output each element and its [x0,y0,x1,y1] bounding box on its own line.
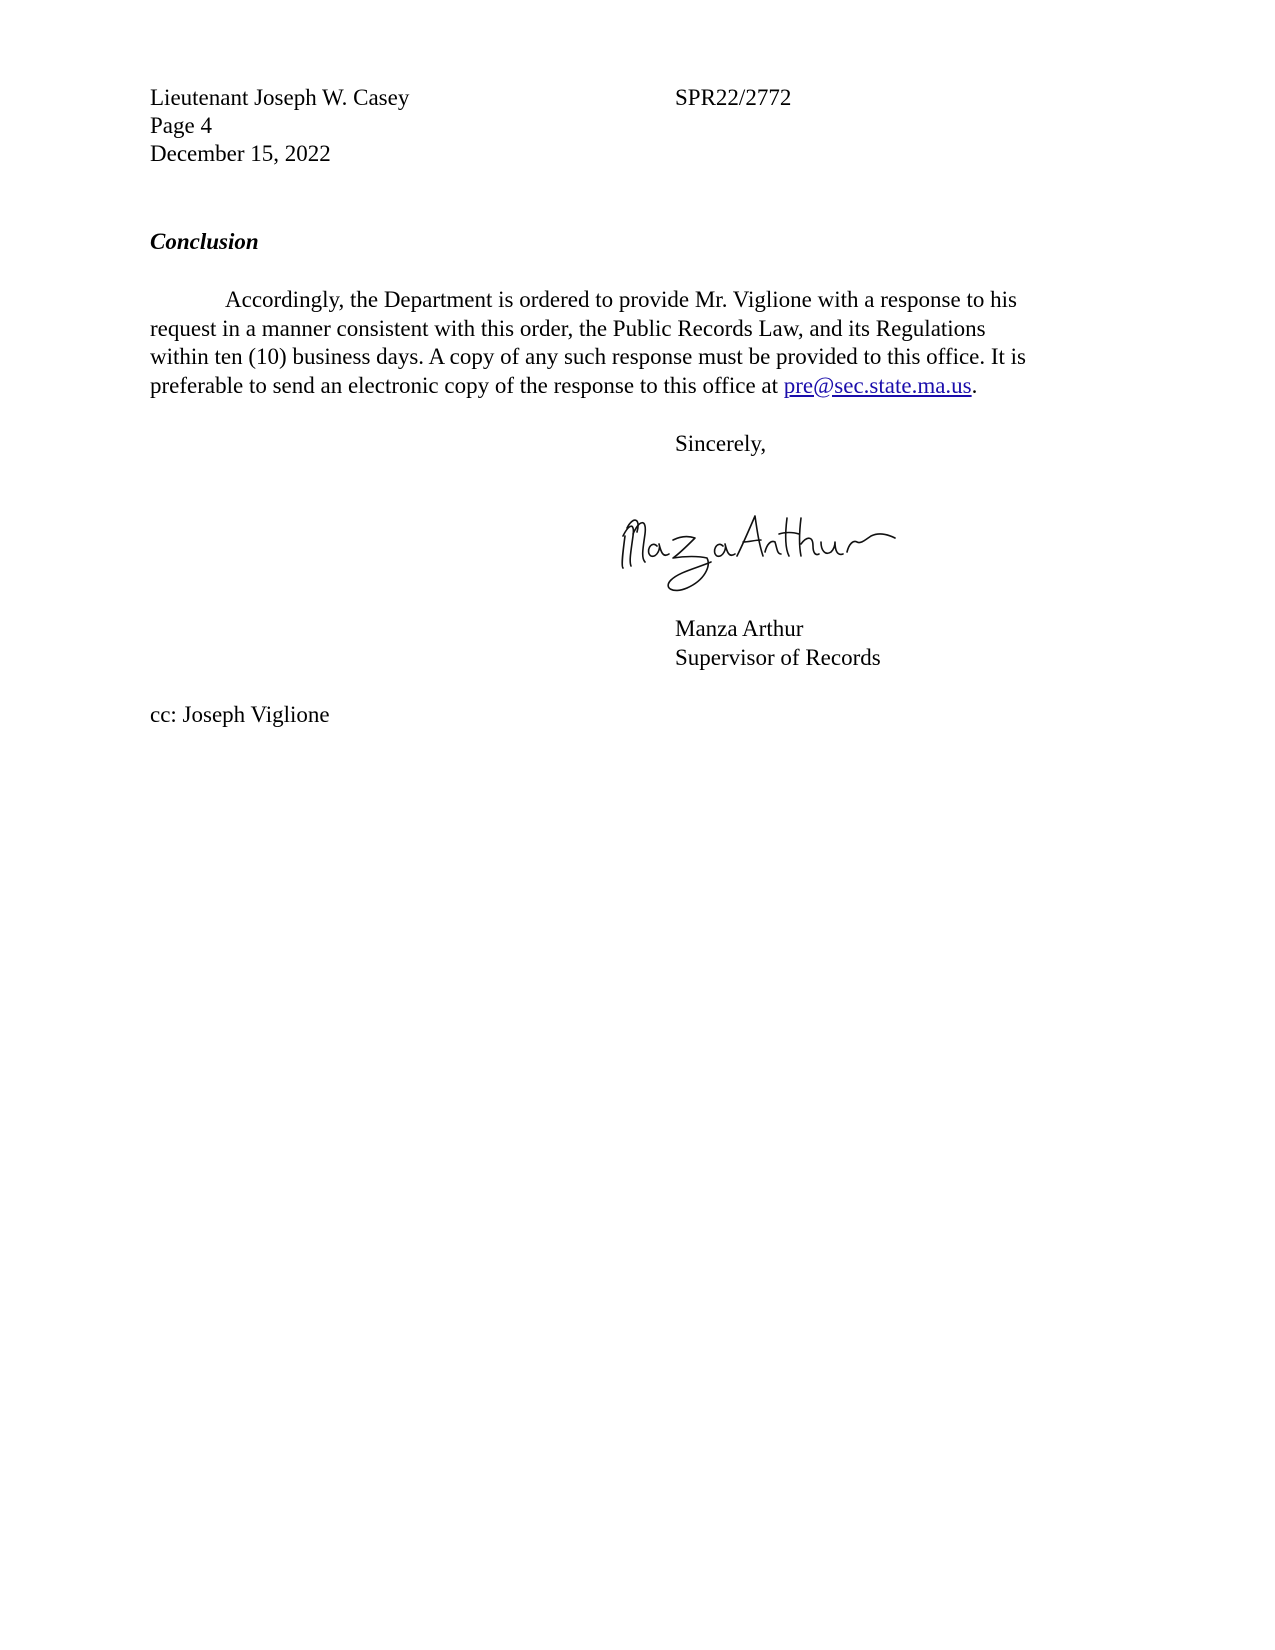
letter-date: December 15, 2022 [150,141,331,166]
closing-salutation: Sincerely, [675,431,767,456]
recipient-name: Lieutenant Joseph W. Casey [150,85,410,110]
reference-number: SPR22/2772 [675,85,792,110]
body-line [150,372,1130,401]
cc-line: cc: Joseph Viglione [150,702,330,727]
email-link[interactable]: pre@sec.state.ma.us [783,372,972,398]
signature-icon [615,496,965,606]
signer-name: Manza Arthur [675,616,804,641]
body-line-text: preferable to send an electronic copy of the response to this office at [150,372,784,398]
body-line: Accordingly, the Department is ordered to provide Mr. Viglione with a response to his [225,287,1017,312]
page-number: Page 4 [150,113,212,138]
body-paragraph [150,286,1130,400]
body-line-punctuation: . [971,372,978,398]
body-line: request in a manner consistent with this order, the Public Records Law, and its Regulations [150,315,986,341]
section-heading: Conclusion [150,229,259,254]
signer-title: Supervisor of Records [675,645,881,670]
body-line: within ten (10) business days. A copy of any such response must be provided to this office. It is [150,344,1027,369]
